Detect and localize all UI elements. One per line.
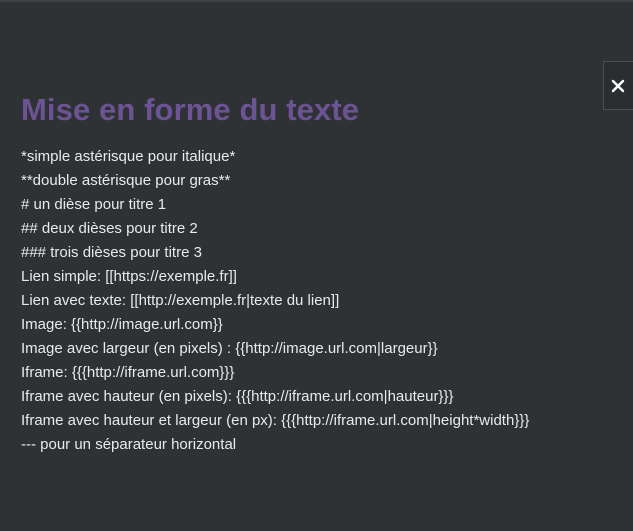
panel-title: Mise en forme du texte [21,92,360,127]
rule-separator: --- pour un séparateur horizontal [21,436,237,453]
rule-italic: *simple astérisque pour italique* [21,148,236,165]
top-border [0,0,633,2]
rule-iframe-height: Iframe avec hauteur (en pixels): {{{http://iframe.url.com|hauteur}}} [21,388,454,405]
rule-link-with-text: Lien avec texte: [[http://exemple.fr|texte du lien]] [21,292,340,309]
rule-heading-3: ### trois dièses pour titre 3 [21,244,202,261]
rule-bold: **double astérisque pour gras** [21,172,231,189]
formatting-rules-list [21,145,601,457]
rule-heading-1: # un dièse pour titre 1 [21,196,167,213]
close-button[interactable] [603,61,633,110]
rule-heading-2: ## deux dièses pour titre 2 [21,220,198,237]
rule-image-width: Image avec largeur (en pixels) : {{http://image.url.com|largeur}} [21,340,438,357]
rule-simple-link: Lien simple: [[https://exemple.fr]] [21,268,237,285]
rule-iframe-height-width: Iframe avec hauteur et largeur (en px): {{{http://iframe.url.com|height*width}}} [21,412,530,429]
formatting-help-panel [21,88,601,457]
rule-image: Image: {{http://image.url.com}} [21,316,223,333]
close-icon [611,79,625,93]
rule-iframe: Iframe: {{{http://iframe.url.com}}} [21,364,235,381]
